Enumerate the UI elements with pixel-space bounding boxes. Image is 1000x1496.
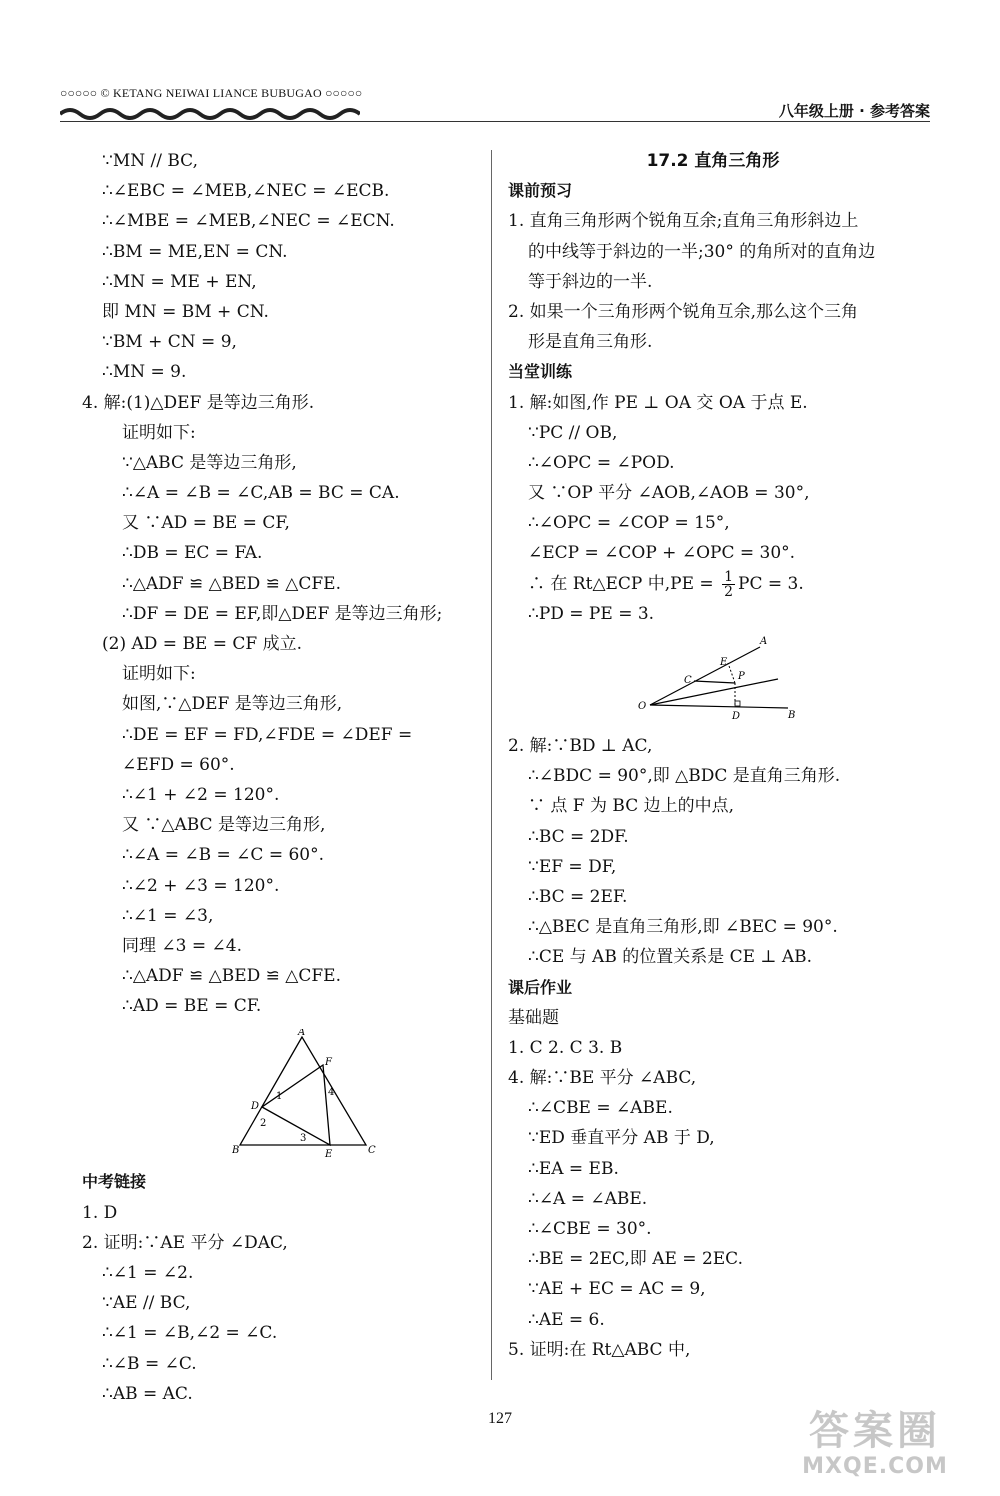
solution-line: 1. 直角三角形两个锐角互余;直角三角形斜边上	[508, 211, 859, 232]
svg-text:P: P	[738, 671, 745, 682]
solution-line: ∴CE 与 AB 的位置关系是 CE ⊥ AB.	[528, 947, 813, 968]
solution-line: ∴∠1 + ∠2 = 120°.	[122, 784, 280, 805]
svg-text:C: C	[684, 675, 692, 686]
solution-line: ∵ED 垂直平分 AB 于 D,	[528, 1128, 715, 1149]
svg-text:3: 3	[300, 1133, 307, 1145]
solution-line: ∴∠A = ∠B = ∠C = 60°.	[122, 845, 325, 866]
right-section-top	[508, 146, 918, 569]
solution-line: ∵PC // OB,	[528, 422, 618, 443]
watermark-top: 答案圈	[809, 1408, 941, 1454]
svg-text:2: 2	[260, 1118, 267, 1130]
solution-line: ∴∠OPC = ∠COP = 15°,	[528, 513, 730, 534]
solution-line: 的中线等于斜边的一半;30° 的角所对的直角边	[528, 241, 876, 262]
angle-bisector-figure	[638, 635, 818, 725]
solution-line: 1. D	[82, 1202, 118, 1223]
solution-line: ∴MN = 9.	[102, 362, 187, 383]
svg-text:D: D	[251, 1101, 260, 1113]
solution-line: ∴BC = 2EF.	[528, 886, 628, 907]
watermark-logo	[770, 1408, 980, 1488]
watermark-bottom: MXQE.COM	[802, 1454, 948, 1479]
solution-line: ∴∠CBE = ∠ABE.	[528, 1098, 673, 1119]
header-right-title: 八年级上册 · 参考答案	[778, 102, 930, 120]
solution-line: 又 ∵AD = BE = CF,	[122, 513, 290, 534]
page-number: 127	[488, 1410, 512, 1427]
page-header	[60, 86, 930, 136]
solution-line: 即 MN = BM + CN.	[102, 301, 269, 322]
solution-line: ∴∠BDC = 90°,即 △BDC 是直角三角形.	[528, 766, 841, 787]
header-rule	[60, 121, 930, 122]
svg-text:1: 1	[276, 1091, 283, 1103]
svg-text:A: A	[298, 1029, 306, 1039]
solution-line: ∴∠MBE = ∠MEB,∠NEC = ∠ECN.	[102, 211, 395, 232]
solution-line: ∴∠EBC = ∠MEB,∠NEC = ∠ECB.	[102, 181, 390, 202]
solution-line: ∴∠A = ∠ABE.	[528, 1188, 648, 1209]
solution-line: ∴PD = PE = 3.	[528, 603, 655, 624]
solution-line: ∴BE = 2EC,即 AE = 2EC.	[528, 1249, 743, 1270]
left-column	[82, 146, 482, 1409]
solution-line: ∴∠A = ∠B = ∠C,AB = BC = CA.	[122, 483, 400, 504]
solution-line: ∴∠1 = ∠3,	[122, 905, 214, 926]
solution-line: 4. 解:∵BE 平分 ∠ABC,	[508, 1068, 697, 1089]
solution-line: 2. 解:∵BD ⊥ AC,	[508, 736, 653, 756]
solution-line: ∴DB = EC = FA.	[122, 543, 263, 564]
solution-line: ∴∠CBE = 30°.	[528, 1219, 652, 1239]
solution-line: ∴△ADF ≌ △BED ≌ △CFE.	[122, 573, 341, 594]
solution-line: ∴AE = 6.	[528, 1309, 605, 1330]
solution-line: ∴EA = EB.	[528, 1158, 619, 1179]
solution-line: 5. 证明:在 Rt△ABC 中,	[508, 1339, 691, 1360]
solution-line: ∴∠1 = ∠B,∠2 = ∠C.	[102, 1323, 278, 1344]
solution-line: ∴△ADF ≌ △BED ≌ △CFE.	[122, 966, 341, 987]
solution-line: 证明如下:	[122, 422, 196, 443]
solution-line: ∴BM = ME,EN = CN.	[102, 241, 288, 262]
solution-line: ∴AD = BE = CF.	[122, 996, 262, 1017]
solution-line: 证明如下:	[122, 664, 196, 685]
solution-line: ∴MN = ME + EN,	[102, 271, 257, 292]
svg-text:4: 4	[328, 1087, 335, 1099]
solution-line: ∵△ABC 是等边三角形,	[122, 452, 297, 473]
section-heading: 中考链接	[82, 1172, 147, 1192]
solution-line: 同理 ∠3 = ∠4.	[122, 935, 242, 956]
solution-line: ∵AE // BC,	[102, 1293, 191, 1314]
solution-line: 2. 证明:∵AE 平分 ∠DAC,	[82, 1232, 288, 1253]
solution-line: ∵BM + CN = 9,	[102, 332, 237, 353]
solution-line: 2. 如果一个三角形两个锐角互余,那么这个三角	[508, 301, 859, 322]
solution-line: ∴∠1 = ∠2.	[102, 1263, 194, 1283]
solution-line: 如图,∵△DEF 是等边三角形,	[122, 694, 343, 715]
solution-line: 1. C 2. C 3. B	[508, 1037, 623, 1058]
svg-text:E: E	[325, 1149, 333, 1160]
section-heading: 当堂训练	[508, 362, 573, 382]
equilateral-triangle-figure	[232, 1029, 382, 1159]
solution-line: 又 ∵△ABC 是等边三角形,	[122, 815, 326, 836]
decorative-wave-icon	[60, 106, 360, 122]
right-column	[508, 146, 918, 1365]
solution-line: ∴∠2 + ∠3 = 120°.	[122, 875, 280, 896]
solution-line: ∴BC = 2DF.	[528, 826, 629, 847]
solution-line: ∴AB = AC.	[102, 1383, 193, 1404]
svg-text:C: C	[368, 1145, 376, 1157]
svg-text:O: O	[638, 701, 647, 712]
solution-line: 4. 解:(1)△DEF 是等边三角形.	[82, 392, 315, 413]
solution-line: ∵AE + EC = AC = 9,	[528, 1279, 706, 1300]
solution-line: 1. 解:如图,作 PE ⊥ OA 交 OA 于点 E.	[508, 392, 808, 413]
svg-text:A: A	[760, 636, 768, 647]
section-heading: 课前预习	[508, 181, 573, 201]
solution-line: 又 ∵OP 平分 ∠AOB,∠AOB = 30°,	[528, 483, 810, 504]
solution-line: 形是直角三角形.	[528, 332, 653, 353]
section-title: 17.2 直角三角形	[646, 151, 780, 171]
solution-line: (2) AD = BE = CF 成立.	[102, 634, 303, 654]
left-solution-lines	[82, 146, 482, 1021]
fraction-line: ∴ 在 Rt△ECP 中,PE = $\frac{1}{2}$ PC = 3.	[528, 568, 804, 600]
solution-line: 基础题	[508, 1007, 559, 1028]
zhongkao-section	[82, 1167, 482, 1409]
column-divider	[491, 150, 492, 1380]
solution-line: ∠EFD = 60°.	[122, 754, 235, 775]
svg-text:D: D	[732, 711, 741, 722]
solution-line: ∴DF = DE = EF,即△DEF 是等边三角形;	[122, 603, 443, 624]
solution-line: ∴DE = EF = FD,∠FDE = ∠DEF =	[122, 724, 413, 745]
svg-text:B: B	[788, 710, 796, 721]
svg-text:B: B	[232, 1145, 240, 1157]
section-heading: 课后作业	[508, 977, 573, 997]
solution-line: ∴△BEC 是直角三角形,即 ∠BEC = 90°.	[528, 917, 838, 938]
svg-text:F: F	[325, 1057, 332, 1069]
solution-line: ∵MN // BC,	[102, 151, 198, 171]
solution-line: ∵ 点 F 为 BC 边上的中点,	[528, 796, 735, 817]
solution-line: ∴∠B = ∠C.	[102, 1353, 197, 1374]
solution-line: 等于斜边的一半.	[528, 271, 653, 292]
solution-line: ∠ECP = ∠COP + ∠OPC = 30°.	[528, 543, 796, 564]
solution-line: ∵EF = DF,	[528, 856, 617, 877]
right-section-bottom	[508, 731, 918, 1365]
svg-text:E: E	[720, 657, 728, 668]
brand-text: ○○○○○ © KETANG NEIWAI LIANCE BUBUGAO ○○○○○	[60, 86, 363, 100]
solution-line: ∴∠OPC = ∠POD.	[528, 452, 675, 473]
